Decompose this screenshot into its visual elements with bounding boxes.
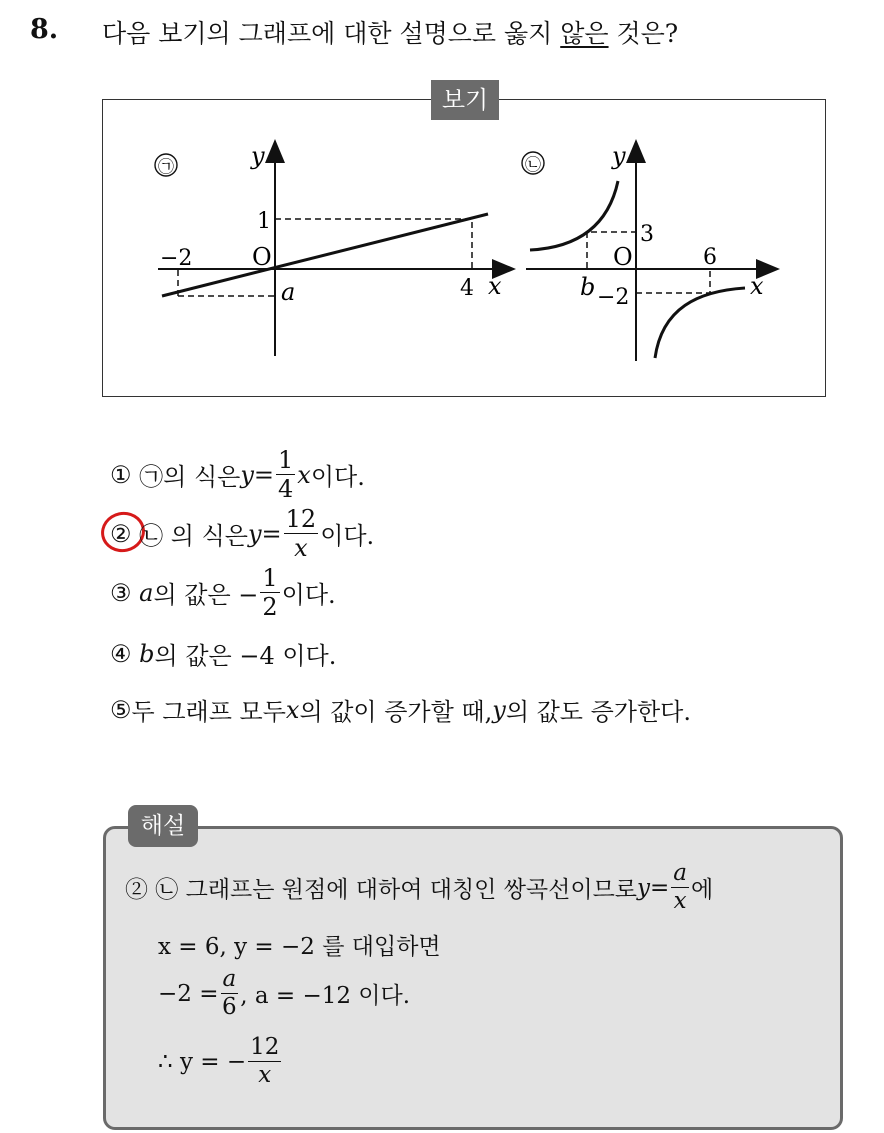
- choice-5[interactable]: [110, 692, 691, 727]
- solution-var: y: [637, 874, 651, 901]
- solution-line-4: [158, 1036, 283, 1087]
- graph2-curve-right: [655, 288, 745, 358]
- graph1-y-label: y: [251, 142, 265, 170]
- choice-var: x: [297, 460, 311, 489]
- choice-number: ②: [110, 519, 132, 548]
- choice-number: ⑤: [110, 695, 132, 724]
- choice-2[interactable]: [110, 507, 374, 560]
- graph1-a: a: [281, 278, 296, 306]
- graph-1: [155, 142, 512, 356]
- graph2-curve-left: [530, 181, 618, 250]
- solution-text: ∴ y = −: [158, 1048, 247, 1075]
- choice-text: 의 값도 증가한다.: [505, 698, 691, 726]
- solution-text: −2 =: [158, 980, 219, 1007]
- choice-text: ㉡ 의 식은: [139, 522, 248, 550]
- choice-text: 이다.: [281, 581, 336, 609]
- choice-number: ④: [110, 639, 132, 668]
- choice-var: y: [492, 695, 506, 724]
- solution-fraction: $\frac{a}{x}$: [673, 860, 688, 914]
- graph2-neg2: −2: [597, 285, 630, 310]
- choice-1[interactable]: [110, 448, 365, 501]
- solution-eq: =: [650, 874, 670, 901]
- choice-text: ㉠의 식은: [139, 463, 241, 491]
- graph2-six: 6: [703, 245, 717, 270]
- graph1-line: [162, 214, 488, 296]
- choice-text: 두 그래프 모두: [131, 698, 286, 726]
- choice-4[interactable]: [110, 636, 336, 671]
- question-number: 8.: [30, 14, 59, 45]
- choice-var: x: [285, 695, 300, 724]
- graph1-x-label: x: [488, 272, 502, 300]
- choice-var: y: [247, 519, 262, 548]
- choice-eq: =: [261, 519, 282, 548]
- choice-text: 의 값이 증가할 때,: [299, 698, 493, 726]
- graph2-origin: O: [613, 243, 633, 271]
- question-text-part: 것은?: [608, 19, 679, 48]
- choice-text: 의 값은 −4 이다.: [154, 642, 337, 670]
- choice-number: ③: [110, 578, 132, 607]
- choice-text: 이다.: [310, 463, 365, 491]
- solution-text: ② ㉡ 그래프는 원점에 대하여 대칭인 쌍곡선이므로: [125, 877, 638, 903]
- choice-fraction: $\frac{12}{x}$: [285, 505, 317, 562]
- graph2-dash-6: [636, 270, 710, 293]
- bogi-tag: 보기: [431, 80, 499, 120]
- choice-fraction: $\frac{1}{4}$: [278, 446, 294, 503]
- graph2-x-label: x: [750, 272, 764, 300]
- choice-var: b: [139, 639, 155, 668]
- graph2-three: 3: [640, 222, 654, 247]
- solution-text: 에: [691, 877, 714, 903]
- question-underlined-word: 않은: [560, 19, 609, 48]
- choice-text: 의 값은 −: [153, 581, 259, 609]
- choice-number: ①: [110, 460, 132, 489]
- solution-text: , a = −12 이다.: [240, 983, 411, 1009]
- bogi-graphs: [0, 0, 884, 420]
- question-text-part: 다음 보기의 그래프에 대한 설명으로 옳지: [102, 19, 561, 48]
- choice-text: 이다.: [320, 522, 375, 550]
- solution-line-1: [125, 862, 713, 913]
- graph2-marker: ㉡: [524, 155, 542, 174]
- choice-var: y: [240, 460, 254, 489]
- graph1-neg2: −2: [160, 246, 193, 271]
- choice-3[interactable]: [110, 566, 336, 619]
- choice-fraction: $\frac{1}{2}$: [262, 564, 278, 621]
- graph1-marker: ㉠: [157, 157, 175, 176]
- solution-fraction: $\frac{12}{x}$: [250, 1034, 280, 1088]
- solution-line-2: x = 6, y = −2 를 대입하면: [158, 934, 441, 960]
- solution-tag: 해설: [128, 805, 198, 847]
- choice-eq: =: [253, 460, 275, 489]
- graph2-b: b: [580, 273, 596, 301]
- graph1-origin: O: [252, 243, 272, 271]
- solution-fraction: $\frac{a}{6}$: [222, 966, 237, 1020]
- graph1-four: 4: [460, 276, 474, 301]
- choice-var: a: [139, 578, 154, 607]
- graph2-y-label: y: [612, 142, 626, 170]
- solution-line-3: [158, 968, 410, 1019]
- graph1-one: 1: [257, 209, 271, 234]
- graph-2: [522, 142, 776, 361]
